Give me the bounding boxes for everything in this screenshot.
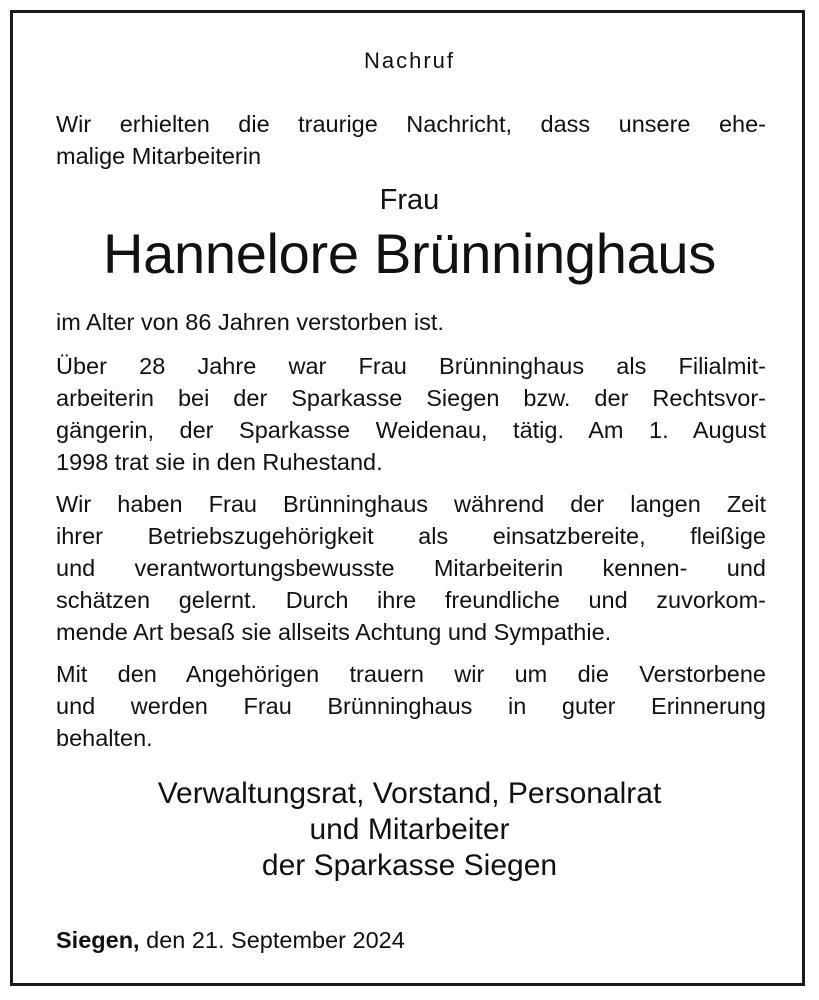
appreciation-line-4: schätzen gelernt. Durch ihre freundliche und zuvorkom- — [56, 587, 766, 613]
intro-line-2: malige Mitarbeiterin — [56, 143, 262, 169]
career-line-3: gängerin, der Sparkasse Weidenau, tätig. Am 1. August — [56, 417, 766, 443]
date: den 21. September 2024 — [139, 927, 405, 953]
signature-block — [0, 776, 819, 884]
appreciation-paragraph — [56, 488, 766, 648]
career-line-4: 1998 trat sie in den Ruhestand. — [56, 449, 383, 475]
intro-paragraph — [56, 108, 766, 172]
notice-heading: Nachruf — [363, 48, 456, 73]
appreciation-line-1: Wir haben Frau Brünninghaus während der langen Zeit — [56, 491, 766, 517]
place: Siegen, — [56, 927, 140, 953]
appreciation-line-2: ihrer Betriebszugehörigkeit als einsatzbereite, fleißige — [56, 523, 766, 549]
deceased-name: Hannelore Brünninghaus — [103, 222, 716, 285]
signature-line-3: der Sparkasse Siegen — [261, 849, 558, 882]
career-line-1: Über 28 Jahre war Frau Brünninghaus als Filialmit- — [56, 353, 766, 379]
career-line-2: arbeiterin bei der Sparkasse Siegen bzw. der Rechtsvor- — [56, 385, 766, 411]
appreciation-line-5: mende Art besaß sie allseits Achtung und Sympathie. — [56, 619, 612, 645]
appreciation-line-3: und verantwortungsbewusste Mitarbeiterin kennen- und — [56, 555, 766, 581]
mourning-line-2: und werden Frau Brünninghaus in guter Erinnerung — [56, 693, 766, 719]
mourning-line-1: Mit den Angehörigen trauern wir um die Verstorbene — [56, 661, 766, 687]
career-paragraph — [56, 350, 766, 478]
mourning-line-3: behalten. — [56, 725, 153, 751]
salutation: Frau — [379, 184, 440, 216]
place-date-line — [56, 924, 405, 956]
signature-line-2: und Mitarbeiter — [309, 813, 510, 846]
mourning-paragraph — [56, 658, 766, 754]
age-line: im Alter von 86 Jahren verstorben ist. — [56, 309, 444, 335]
signature-line-1: Verwaltungsrat, Vorstand, Personalrat — [157, 777, 662, 810]
intro-line-1: Wir erhielten die traurige Nachricht, dass unsere ehe- — [56, 111, 766, 137]
